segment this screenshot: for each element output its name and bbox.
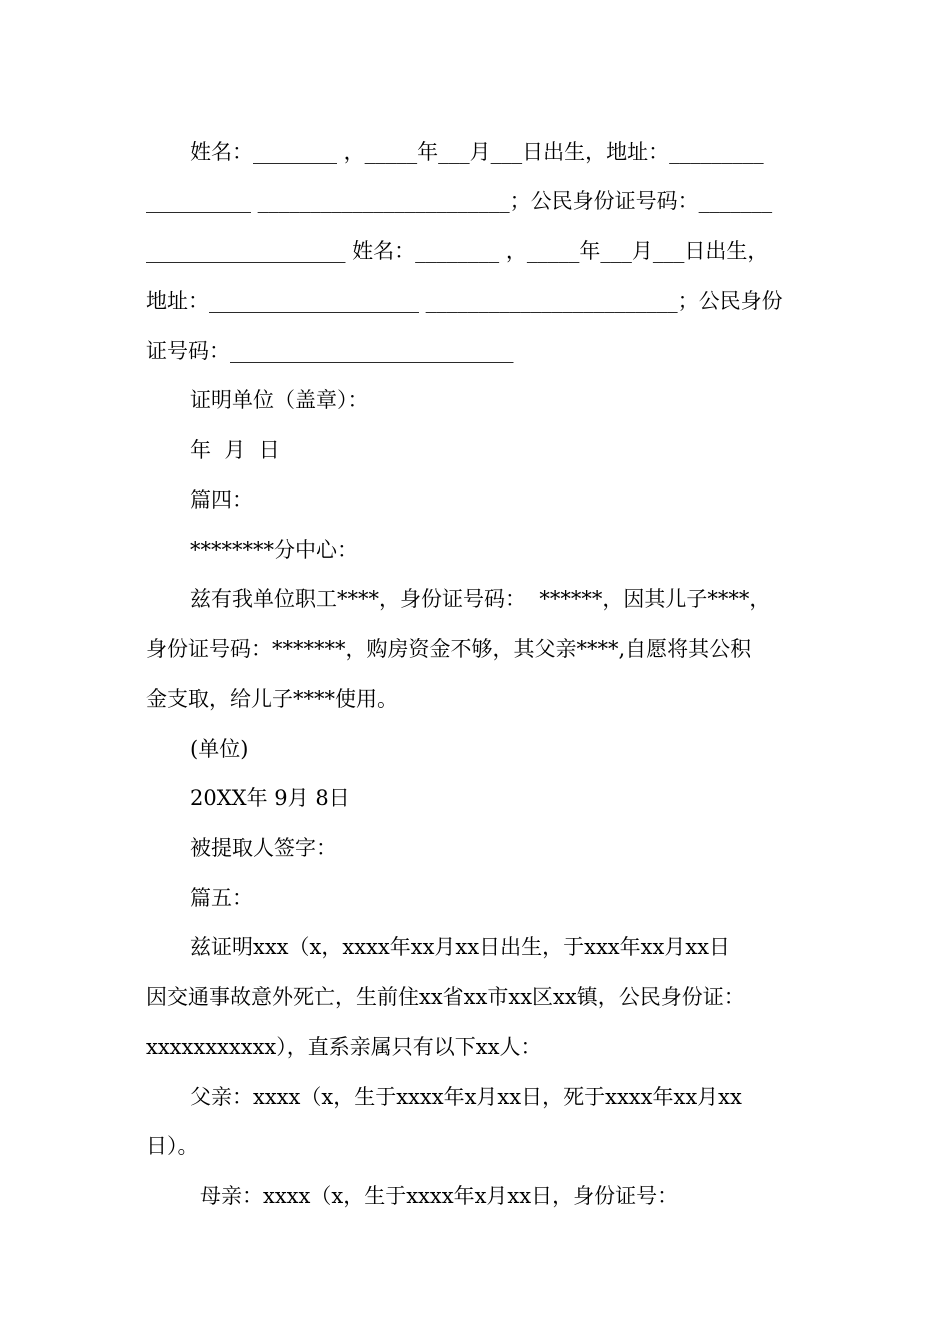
text-line-10: 兹有我单位职工****，身份证号码： ******，因其儿子****， [190,587,771,611]
section-heading-5: 篇五： [190,886,253,910]
signature-label: 被提取人签字： [190,836,337,860]
text-line-18: 因交通事故意外死亡，生前住xx省xx市xx区xx镇，公民身份证： [146,985,745,1009]
section-heading-4: 篇四： [190,488,253,512]
text-line-11: 身份证号码：*******，购房资金不够，其父亲****,自愿将其公积 [146,637,752,661]
addressee-line: ********分中心： [190,538,358,562]
unit-label: (单位) [190,737,249,761]
certifying-unit-seal-label: 证明单位（盖章）： [190,388,369,412]
text-line-20: 父亲：xxxx（x，生于xxxx年x月xx日，死于xxxx年xx月xx [190,1085,742,1109]
text-line-22: 母亲：xxxx（x，生于xxxx年x月xx日，身份证号： [200,1184,679,1208]
date-placeholder: 年 月 日 [190,438,280,462]
date-line: 20XX年 9月 8日 [190,786,350,810]
text-line-1: 姓名：________ ，_____年___月___日出生，地址：_________ [190,140,764,164]
text-line-4: 地址：____________________ ________________________；公民身份 [146,289,783,313]
text-line-19: xxxxxxxxxxx），直系亲属只有以下xx人： [146,1035,542,1059]
text-line-5: 证号码：___________________________ [146,339,514,363]
text-line-3: ___________________ 姓名：________ ，_____年___月___日出生， [146,239,769,263]
text-line-12: 金支取，给儿子****使用。 [146,687,398,711]
text-line-2: __________ ________________________；公民身份证号码：_______ [146,189,773,213]
text-line-21: 日）。 [146,1134,199,1158]
text-line-17: 兹证明xxx（x，xxxx年xx月xx日出生，于xxx年xx月xx日 [190,935,731,959]
